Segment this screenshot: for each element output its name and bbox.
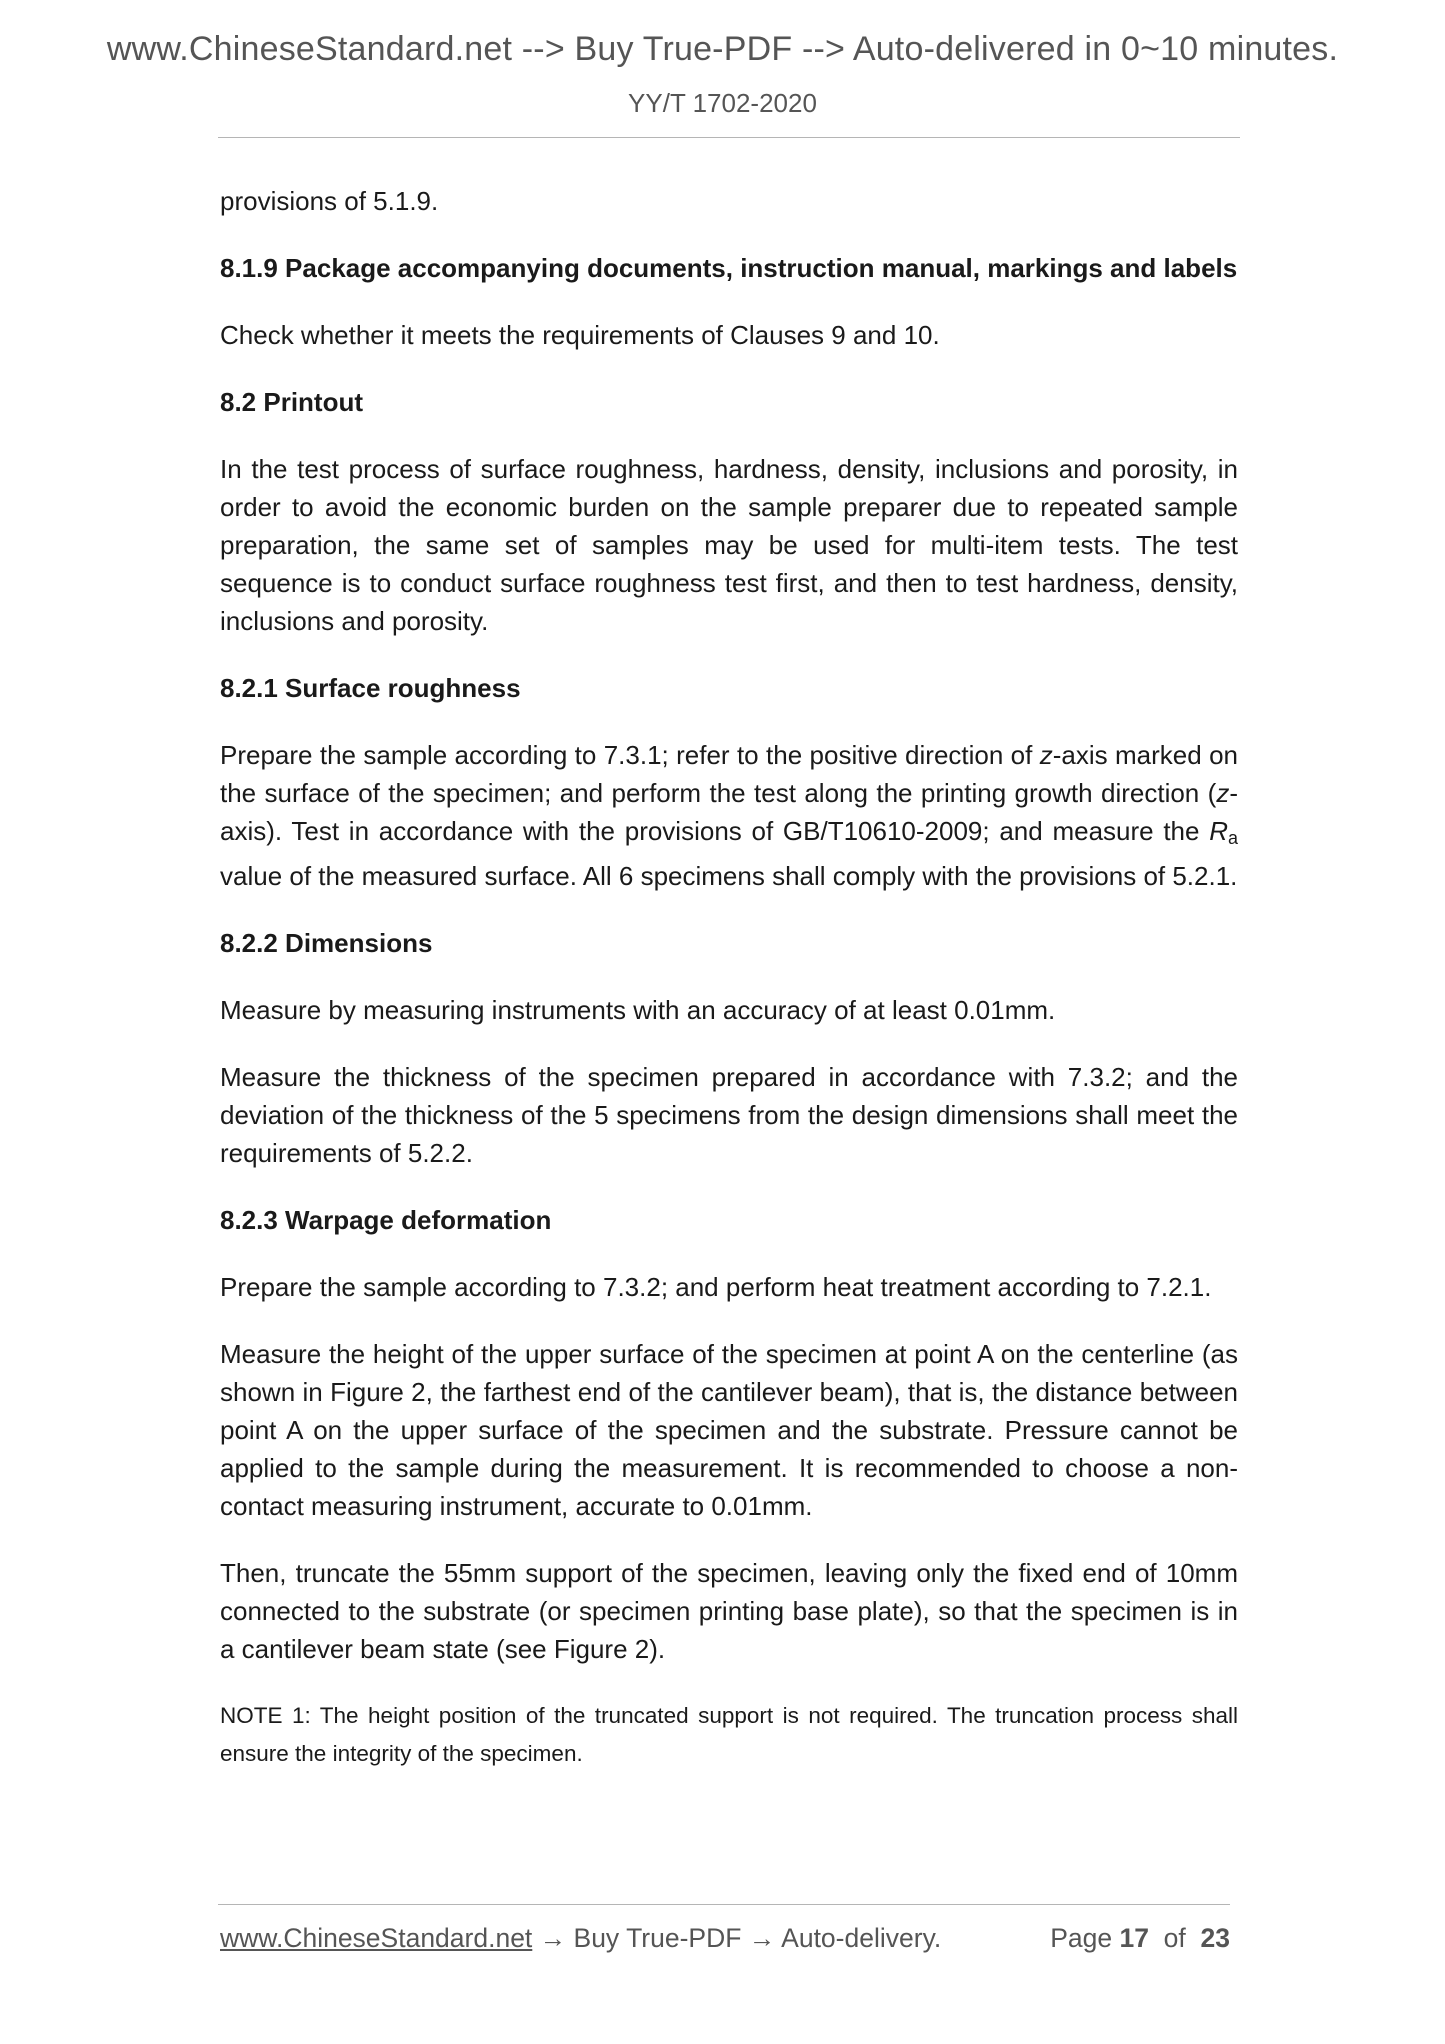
- text-run: Prepare the sample according to 7.3.1; refer to the positive direction of: [220, 740, 1040, 770]
- heading-8-1-9: 8.1.9 Package accompanying documents, instruction manual, markings and labels: [220, 253, 1238, 283]
- paragraph-8-2-3-3: Then, truncate the 55mm support of the specimen, leaving only the fixed end of 10mm connected to the substrate (or specimen printing base plate), so that the specimen is in a cantilever beam state (see Figure 2).: [220, 1558, 1238, 1664]
- text-run: -axis marked on the surface of the specimen; and perform the test along the printing growth direction (: [220, 740, 1238, 808]
- note-1: NOTE 1: The height position of the truncated support is not required. The truncation process shall ensure the integrity of the specimen.: [220, 1703, 1238, 1766]
- italic-r: R: [1209, 816, 1228, 846]
- heading-8-2: 8.2 Printout: [220, 387, 364, 417]
- page-number: 17: [1119, 1923, 1149, 1953]
- site-link[interactable]: www.ChineseStandard.net: [220, 1923, 533, 1953]
- page-footer: [220, 1923, 1230, 1959]
- italic-z: z: [1039, 740, 1053, 770]
- page-label: Page: [1050, 1923, 1113, 1953]
- paragraph-8-2-2-2: Measure the thickness of the specimen prepared in accordance with 7.3.2; and the deviation of the thickness of the 5 specimens from the design dimensions shall meet the requirements of 5.2.2.: [220, 1062, 1238, 1168]
- paragraph-8-2-3-2: Measure the height of the upper surface of the specimen at point A on the centerline (as shown in Figure 2, the farthest end of the cantilever beam), that is, the distance between point A on the upper surface of the specimen and the substrate. Pressure cannot be applied to the sample during the measurement. It is recommended to choose a non-contact measuring instrument, accurate to 0.01mm.: [220, 1339, 1238, 1521]
- paragraph-8-2: In the test process of surface roughness, hardness, density, inclusions and porosity, in order to avoid the economic burden on the sample preparer due to repeated sample preparation, the same set of samples may be used for multi-item tests. The test sequence is to conduct surface roughness test first, and then to test hardness, density, inclusions and porosity.: [220, 454, 1238, 636]
- footer-divider: [218, 1904, 1230, 1905]
- header-divider: [218, 137, 1240, 138]
- text-run: value of the measured surface. All 6 specimens shall comply with the provisions of 5.2.1.: [220, 861, 1238, 891]
- heading-8-2-1: 8.2.1 Surface roughness: [220, 673, 521, 703]
- document-body: [220, 182, 1238, 1773]
- paragraph-8-2-1: [220, 736, 1238, 895]
- heading-8-2-2: 8.2.2 Dimensions: [220, 928, 433, 958]
- page-indicator: [1050, 1923, 1230, 1954]
- subscript-a: a: [1227, 828, 1238, 848]
- paragraph-8-2-2-1: Measure by measuring instruments with an accuracy of at least 0.01mm.: [220, 995, 1056, 1025]
- of-label: of: [1163, 1923, 1186, 1953]
- page-total: 23: [1200, 1923, 1230, 1953]
- document-code: YY/T 1702-2020: [628, 88, 817, 118]
- heading-8-2-3: 8.2.3 Warpage deformation: [220, 1205, 552, 1235]
- text-run: -axis). Test in accordance with the provisions of GB/T10610-2009; and measure the: [220, 778, 1238, 846]
- paragraph-8-1-9: Check whether it meets the requirements of Clauses 9 and 10.: [220, 320, 940, 350]
- footer-tagline: → Buy True-PDF → Auto-delivery.: [532, 1923, 942, 1953]
- page-banner: www.ChineseStandard.net --> Buy True-PDF --> Auto-delivered in 0~10 minutes.: [106, 30, 1339, 68]
- continued-paragraph: provisions of 5.1.9.: [220, 186, 439, 216]
- paragraph-8-2-3-1: Prepare the sample according to 7.3.2; and perform heat treatment according to 7.2.1.: [220, 1272, 1212, 1302]
- italic-z: z: [1216, 778, 1230, 808]
- footer-left: [220, 1923, 941, 1954]
